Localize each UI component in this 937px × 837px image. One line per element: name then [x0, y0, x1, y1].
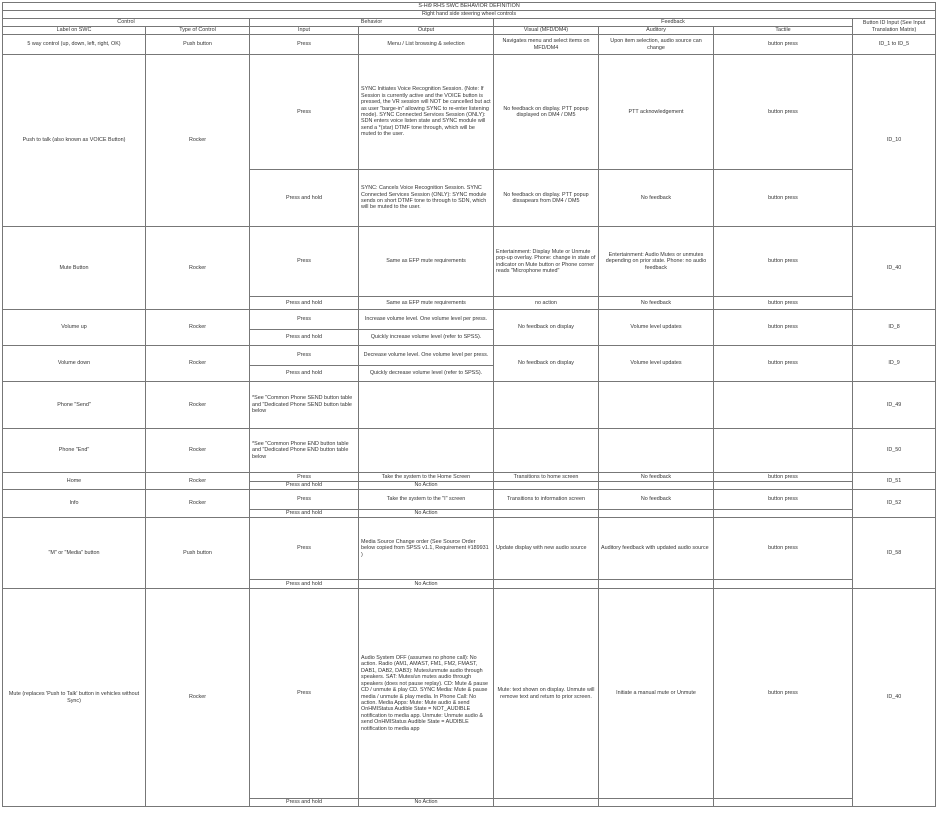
input-cell: Press and hold	[250, 330, 359, 346]
visual-cell: Entertainment: Display Mute or Unmute pop-up overlay. Phone: change in state of indicator on Mute button or Phone corner reads "Microphone muted"	[494, 227, 599, 297]
label-cell: Phone "Send"	[3, 382, 146, 429]
auditory-cell: Volume level updates	[599, 346, 714, 382]
output-cell	[359, 382, 494, 429]
output-cell: SYNC Initiates Voice Recognition Session. (Note: If Session is currently active and the VOICE button is pressed, the VR session will NOT be cancelled but act as user "barge-in" allowing SYNC to re-enter listening mode). SYNC Connected Services Session (ONLY): SDN enters voice listen state and SYNC module will send a *(star) DTMF tone through, which will be muted to the user.	[359, 55, 494, 170]
visual-cell	[494, 482, 599, 490]
tactile-cell: button press	[714, 297, 853, 310]
type-cell: Rocker	[146, 382, 250, 429]
visual-cell	[494, 799, 599, 807]
input-cell: Press	[250, 55, 359, 170]
tactile-cell: button press	[714, 589, 853, 799]
output-cell: Decrease volume level. One volume level per press.	[359, 346, 494, 366]
output-cell: No Action	[359, 482, 494, 490]
label-cell: Volume up	[3, 310, 146, 346]
tactile-cell	[714, 429, 853, 473]
output-cell	[359, 429, 494, 473]
type-cell: Rocker	[146, 55, 250, 227]
table-title: S-Hi9 RHS SWC BEHAVIOR DEFINITION	[3, 3, 936, 11]
title-row	[3, 3, 936, 11]
tactile-cell	[714, 510, 853, 518]
output-cell: No Action	[359, 580, 494, 589]
tactile-cell	[714, 382, 853, 429]
label-cell: Home	[3, 473, 146, 490]
input-cell: Press and hold	[250, 297, 359, 310]
col-tactile: Tactile	[714, 27, 853, 35]
visual-cell: Transitions to information screen	[494, 490, 599, 510]
auditory-cell	[599, 482, 714, 490]
label-cell: Push to talk (also known as VOICE Button)	[3, 55, 146, 227]
table-row	[3, 310, 936, 330]
auditory-cell: Entertainment: Audio Mutes or unmutes depending on prior state. Phone: no audio feedback	[599, 227, 714, 297]
visual-cell: Navigates menu and select items on MFD/DM4	[494, 35, 599, 55]
table-row	[3, 490, 936, 510]
type-cell: Rocker	[146, 310, 250, 346]
visual-cell	[494, 429, 599, 473]
label-cell: Mute (replaces 'Push to Talk' button in vehicles without Sync)	[3, 589, 146, 807]
id-cell: ID_51	[853, 473, 936, 490]
group-feedback: Feedback	[494, 19, 853, 27]
table-row	[3, 589, 936, 799]
table-row	[3, 382, 936, 429]
type-cell: Push button	[146, 35, 250, 55]
output-cell: Same as EFP mute requirements	[359, 297, 494, 310]
input-cell: Press and hold	[250, 580, 359, 589]
visual-cell: no action	[494, 297, 599, 310]
id-cell: ID_40	[853, 227, 936, 310]
tactile-cell: button press	[714, 346, 853, 382]
group-control: Control	[3, 19, 250, 27]
input-cell: Press	[250, 346, 359, 366]
tactile-cell: button press	[714, 518, 853, 580]
visual-cell: Update display with new audio source	[494, 518, 599, 580]
input-cell: Press and hold	[250, 170, 359, 227]
col-type: Type of Control	[146, 27, 250, 35]
input-cell: Press and hold	[250, 799, 359, 807]
output-cell: No Action	[359, 799, 494, 807]
visual-cell: No feedback on display. PTT popup dissapears from DM4 / DM5	[494, 170, 599, 227]
id-cell: ID_1 to ID_5	[853, 35, 936, 55]
tactile-cell: button press	[714, 35, 853, 55]
table-row	[3, 429, 936, 473]
tactile-cell: button press	[714, 55, 853, 170]
group-behavior: Behavior	[250, 19, 494, 27]
output-cell: Menu / List browsing & selection	[359, 35, 494, 55]
tactile-cell: button press	[714, 170, 853, 227]
output-cell: SYNC: Cancels Voice Recognition Session. SYNC Connected Services Session (ONLY): SYNC module sends on short DTMF tone to through to SDN, which will be muted to the user.	[359, 170, 494, 227]
auditory-cell: No feedback	[599, 473, 714, 482]
input-cell: *See "Common Phone SEND button table and "Dedicated Phone SEND button table below	[250, 382, 359, 429]
input-cell: Press	[250, 310, 359, 330]
auditory-cell: PTT acknowledgement	[599, 55, 714, 170]
auditory-cell: Upon item selection, audio source can change	[599, 35, 714, 55]
tactile-cell	[714, 799, 853, 807]
visual-cell	[494, 510, 599, 518]
input-cell: Press and hold	[250, 482, 359, 490]
group-button-id: Button ID Input (See Input Translation Matrix)	[853, 19, 936, 35]
col-auditory: Auditory	[599, 27, 714, 35]
table-row	[3, 346, 936, 366]
input-cell: Press	[250, 589, 359, 799]
id-cell: ID_8	[853, 310, 936, 346]
input-cell: Press	[250, 490, 359, 510]
swc-behavior-table	[2, 2, 936, 807]
tactile-cell	[714, 482, 853, 490]
visual-cell	[494, 580, 599, 589]
auditory-cell: No feedback	[599, 297, 714, 310]
table-row	[3, 227, 936, 297]
input-cell: Press and hold	[250, 510, 359, 518]
auditory-cell	[599, 799, 714, 807]
tactile-cell: button press	[714, 490, 853, 510]
type-cell: Rocker	[146, 490, 250, 518]
auditory-cell	[599, 580, 714, 589]
table-row	[3, 473, 936, 482]
id-cell: ID_9	[853, 346, 936, 382]
type-cell: Rocker	[146, 227, 250, 310]
auditory-cell: Initiate a manual mute or Unmute	[599, 589, 714, 799]
output-cell: Take the system to the "I" screen	[359, 490, 494, 510]
label-cell: Info	[3, 490, 146, 518]
table-row	[3, 55, 936, 170]
input-cell: Press and hold	[250, 366, 359, 382]
output-cell: No Action	[359, 510, 494, 518]
table-row	[3, 35, 936, 55]
auditory-cell	[599, 510, 714, 518]
visual-cell: Transitions to home screen	[494, 473, 599, 482]
col-visual: Visual (MFD/DM4)	[494, 27, 599, 35]
type-cell: Rocker	[146, 346, 250, 382]
output-cell: Media Source Change order (See Source Order below copied from SPSS v1.1, Requirement #189931 )	[359, 518, 494, 580]
label-cell: Mute Button	[3, 227, 146, 310]
input-cell: Press	[250, 35, 359, 55]
id-cell: ID_10	[853, 55, 936, 227]
auditory-cell: Auditory feedback with updated audio source	[599, 518, 714, 580]
input-cell: *See "Common Phone END button table and "Dedicated Phone END button table below	[250, 429, 359, 473]
input-cell: Press	[250, 473, 359, 482]
tactile-cell: button press	[714, 227, 853, 297]
type-cell: Rocker	[146, 429, 250, 473]
input-cell: Press	[250, 227, 359, 297]
col-label: Label on SWC	[3, 27, 146, 35]
group-header-row	[3, 19, 936, 27]
tactile-cell: button press	[714, 473, 853, 482]
col-output: Output	[359, 27, 494, 35]
auditory-cell: No feedback	[599, 490, 714, 510]
auditory-cell: Volume level updates	[599, 310, 714, 346]
label-cell: 5 way control (up, down, left, right, OK)	[3, 35, 146, 55]
id-cell: ID_52	[853, 490, 936, 518]
auditory-cell	[599, 429, 714, 473]
visual-cell: No feedback on display. PTT popup displayed on DM4 / DM5	[494, 55, 599, 170]
output-cell: Same as EFP mute requirements	[359, 227, 494, 297]
label-cell: Volume down	[3, 346, 146, 382]
type-cell: Rocker	[146, 589, 250, 807]
col-input: Input	[250, 27, 359, 35]
input-cell: Press	[250, 518, 359, 580]
output-cell: Take the system to the Home Screen	[359, 473, 494, 482]
output-cell: Increase volume level. One volume level per press.	[359, 310, 494, 330]
label-cell: "M" or "Media" button	[3, 518, 146, 589]
subtitle-row	[3, 11, 936, 19]
table-subtitle: Right hand side steering wheel controls	[3, 11, 936, 19]
auditory-cell	[599, 382, 714, 429]
output-cell: Audio System OFF (assumes no phone call): No action. Radio (AM1, AMAST, FM1, FM2, FMAST, DAB1, DAB2, DAB3): Mutes/unmute audio through speakers. SAT: Mutes/un mutes audio through speakers (does not pause replay). CD: Mute & pause CD / unmute & play CD. SYNC Media: Mute & pause media / unmute & play media. In Phone Call: No action. Media Apps: Mute: Mute audio & send OnHMIStatus Audible State = NOT_AUDIBLE notification to media app. Unmute: Unmute audio & send OnHMIStatus Audible State = AUDIBLE notification to media app	[359, 589, 494, 799]
column-header-row	[3, 27, 936, 35]
tactile-cell	[714, 580, 853, 589]
label-cell: Phone "End"	[3, 429, 146, 473]
tactile-cell: button press	[714, 310, 853, 346]
visual-cell	[494, 382, 599, 429]
type-cell: Push button	[146, 518, 250, 589]
id-cell: ID_49	[853, 382, 936, 429]
id-cell: ID_58	[853, 518, 936, 589]
output-cell: Quickly increase volume level (refer to SPSS).	[359, 330, 494, 346]
table-row	[3, 518, 936, 580]
id-cell: ID_50	[853, 429, 936, 473]
type-cell: Rocker	[146, 473, 250, 490]
output-cell: Quickly decrease volume level (refer to SPSS).	[359, 366, 494, 382]
id-cell: ID_40	[853, 589, 936, 807]
visual-cell: No feedback on display	[494, 310, 599, 346]
visual-cell: Mute: text shown on display. Unmute will remove text and return to prior screen.	[494, 589, 599, 799]
visual-cell: No feedback on display	[494, 346, 599, 382]
auditory-cell: No feedback	[599, 170, 714, 227]
